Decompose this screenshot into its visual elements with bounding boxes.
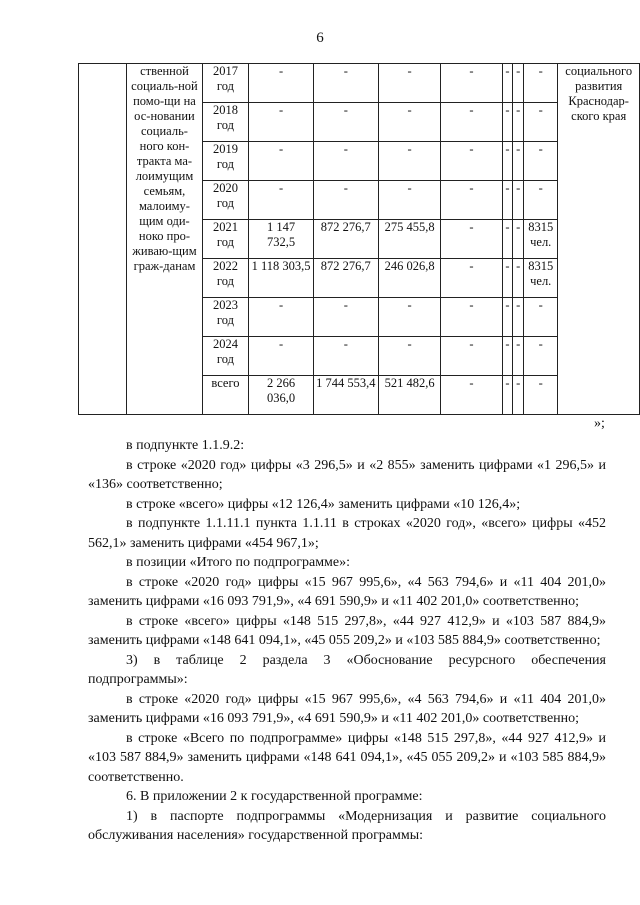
extra-source-cell: - [502,337,513,376]
year-cell: 2024 год [202,337,249,376]
year-cell: 2022 год [202,259,249,298]
year-cell: 2020 год [202,181,249,220]
result-cell: - [524,337,558,376]
paragraph: в подпункте 1.1.9.2: [126,438,245,453]
federal-budget-cell: - [378,103,441,142]
paragraph: в строке «2020 год» цифры «15 967 995,6», «4 563 794,6» и «11 404 201,0» заменить цифрами «16 093 791,9», «4 691 590,9» и «11 402 201,0» соответственно; [88,574,606,609]
paragraph: 3) в таблице 2 раздела 3 «Обоснование ресурсного обеспечения подпрограммы»: [88,652,606,687]
total-cell: - [249,142,313,181]
federal-budget-cell: - [378,181,441,220]
program-table [78,63,640,415]
paragraph: 6. В приложении 2 к государственной программе: [126,789,423,804]
local-budget-cell: - [441,103,502,142]
amendment-text [88,436,606,846]
year-cell: 2019 год [202,142,249,181]
local-budget-cell: - [441,298,502,337]
extra-source-cell: - [502,142,513,181]
extra-source-cell: - [502,181,513,220]
total-cell: 1 118 303,5 [249,259,313,298]
extra-source-cell: - [502,64,513,103]
local-budget-cell: - [441,181,502,220]
result-cell: 8315 чел. [524,259,558,298]
table-row [79,64,640,103]
extra-source-cell: - [502,259,513,298]
regional-budget-cell: - [313,337,378,376]
federal-budget-cell: - [378,337,441,376]
executor-cell: социального развития Краснодар-ского края [558,64,640,415]
regional-budget-cell: 872 276,7 [313,259,378,298]
year-cell: 2023 год [202,298,249,337]
year-cell: 2017 год [202,64,249,103]
result-cell: 8315 чел. [524,220,558,259]
extra-source-cell: - [502,376,513,415]
page-number: 6 [316,30,324,46]
local-budget-cell: - [441,337,502,376]
extra-source-cell: - [513,337,524,376]
extra-source-cell: - [513,376,524,415]
result-cell: - [524,142,558,181]
local-budget-cell: - [441,142,502,181]
table-closing-quote: »; [594,416,605,431]
extra-source-cell: - [513,103,524,142]
total-cell: 2 266 036,0 [249,376,313,415]
result-cell: - [524,181,558,220]
paragraph: в подпункте 1.1.11.1 пункта 1.1.11 в строках «2020 год», «всего» цифры «452 562,1» заменить цифрами «454 967,1»; [88,516,606,551]
regional-budget-cell: - [313,64,378,103]
regional-budget-cell: - [313,103,378,142]
federal-budget-cell: 275 455,8 [378,220,441,259]
year-cell: всего [202,376,249,415]
paragraph: в строке «2020 год» цифры «3 296,5» и «2 855» заменить цифрами «1 296,5» и «136» соответственно; [88,457,606,492]
extra-source-cell: - [513,181,524,220]
year-cell: 2021 год [202,220,249,259]
paragraph: в строке «2020 год» цифры «15 967 995,6», «4 563 794,6» и «11 404 201,0» заменить цифрами «16 093 791,9», «4 691 590,9» и «11 402 201,0» соответственно; [88,691,606,726]
extra-source-cell: - [502,298,513,337]
extra-source-cell: - [502,220,513,259]
extra-source-cell: - [513,142,524,181]
result-cell: - [524,64,558,103]
number-cell [79,64,127,415]
regional-budget-cell: 1 744 553,4 [313,376,378,415]
result-cell: - [524,298,558,337]
paragraph: 1) в паспорте подпрограммы «Модернизация и развитие социального обслуживания населения» государственной программы: [88,808,606,843]
local-budget-cell: - [441,220,502,259]
local-budget-cell: - [441,376,502,415]
local-budget-cell: - [441,259,502,298]
measure-description-cell: ственной социаль-ной помо-щи на ос-новании социаль-ного кон-тракта ма-лоимущим семьям, малоиму-щим оди-ноко про-живаю-щим граж-данам [127,64,202,415]
total-cell: - [249,337,313,376]
federal-budget-cell: - [378,142,441,181]
regional-budget-cell: - [313,142,378,181]
total-cell: 1 147 732,5 [249,220,313,259]
year-cell: 2018 год [202,103,249,142]
federal-budget-cell: 246 026,8 [378,259,441,298]
federal-budget-cell: - [378,64,441,103]
paragraph: в строке «всего» цифры «12 126,4» заменить цифрами «10 126,4»; [126,496,521,512]
total-cell: - [249,103,313,142]
extra-source-cell: - [513,298,524,337]
federal-budget-cell: 521 482,6 [378,376,441,415]
paragraph: в строке «всего» цифры «148 515 297,8», «44 927 412,9» и «103 587 884,9» заменить цифрами «148 641 094,1», «45 055 209,2» и «103 585 884,9» соответственно; [88,613,606,648]
regional-budget-cell: 872 276,7 [313,220,378,259]
paragraph: в позиции «Итого по подпрограмме»: [126,555,351,570]
result-cell: - [524,376,558,415]
extra-source-cell: - [513,259,524,298]
total-cell: - [249,298,313,337]
result-cell: - [524,103,558,142]
total-cell: - [249,64,313,103]
extra-source-cell: - [502,103,513,142]
extra-source-cell: - [513,220,524,259]
federal-budget-cell: - [378,298,441,337]
paragraph: в строке «Всего по подпрограмме» цифры «148 515 297,8», «44 927 412,9» и «103 587 884,9» заменить цифрами «148 641 094,1», «45 055 209,2» и «103 585 884,9» соответственно. [88,730,606,785]
regional-budget-cell: - [313,298,378,337]
local-budget-cell: - [441,64,502,103]
total-cell: - [249,181,313,220]
extra-source-cell: - [513,64,524,103]
regional-budget-cell: - [313,181,378,220]
